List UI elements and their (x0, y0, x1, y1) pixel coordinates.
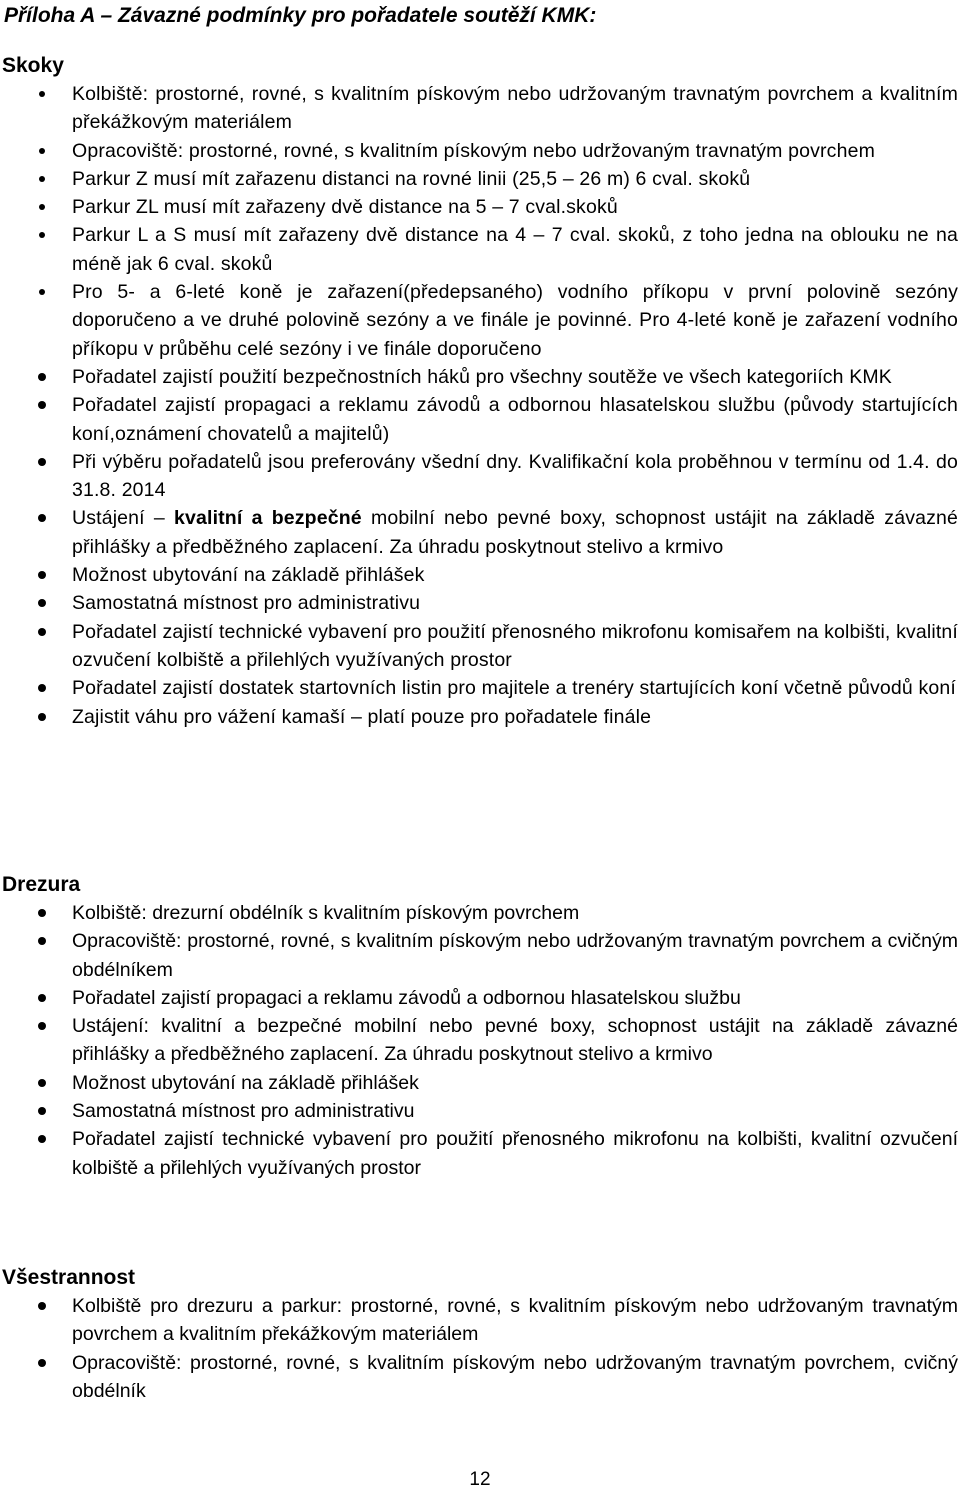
list-item: Pořadatel zajistí dostatek startovních listin pro majitele a trenéry startujících koní včetně původů koní (0, 674, 960, 702)
list-item: Ustájení: kvalitní a bezpečné mobilní nebo pevné boxy, schopnost ustájit na základě závazné přihlášky a předběžného zaplacení. Za úhradu poskytnout stelivo a krmivo (0, 1012, 960, 1069)
list-item: Pořadatel zajistí propagaci a reklamu závodů a odbornou hlasatelskou službu (0, 984, 960, 1012)
drezura-list (0, 899, 960, 1182)
list-item: Opracoviště: prostorné, rovné, s kvalitním pískovým nebo udržovaným travnatým povrchem a cvičným obdélníkem (0, 927, 960, 984)
document-title: Příloha A – Závazné podmínky pro pořadatele soutěží KMK: (4, 4, 597, 27)
ustajeni-bold: kvalitní a bezpečné (174, 507, 362, 530)
list-item: Opracoviště: prostorné, rovné, s kvalitním pískovým nebo udržovaným travnatým povrchem, cvičný obdélník (0, 1349, 960, 1406)
list-item: Možnost ubytování na základě přihlášek (0, 561, 960, 589)
list-item: Samostatná místnost pro administrativu (0, 589, 960, 617)
list-item: Pořadatel zajistí technické vybavení pro použití přenosného mikrofonu komisařem na kolbišti, kvalitní ozvučení kolbiště a přilehlých využívaných prostor (0, 618, 960, 675)
list-item: Kolbiště: prostorné, rovné, s kvalitním pískovým nebo udržovaným travnatým povrchem a kvalitním překážkovým materiálem (0, 80, 960, 137)
skoky-list (0, 80, 960, 731)
list-item: Při výběru pořadatelů jsou preferovány všední dny. Kvalifikační kola proběhnou v termínu od 1.4. do 31.8. 2014 (0, 448, 960, 505)
ustajeni-suffix: mobilní nebo pevné boxy, schopnost ustájit na základě závazné přihlášky a předběžného zaplacení. Za úhradu poskytnout stelivo a krmivo (72, 507, 958, 558)
list-item: Zajistit váhu pro vážení kamaší – platí pouze pro pořadatele finále (0, 703, 960, 731)
section-heading-skoky: Skoky (2, 54, 64, 77)
list-item: Pořadatel zajistí technické vybavení pro použití přenosného mikrofonu na kolbišti, kvalitní ozvučení kolbiště a přilehlých využívaných prostor (0, 1125, 960, 1182)
list-item: Opracoviště: prostorné, rovné, s kvalitním pískovým nebo udržovaným travnatým povrchem (0, 137, 960, 165)
list-item: Parkur L a S musí mít zařazeny dvě distance na 4 – 7 cval. skoků, z toho jedna na oblouku ne na méně jak 6 cval. skoků (0, 221, 960, 278)
list-item: Pořadatel zajistí použití bezpečnostních háků pro všechny soutěže ve všech kategoriích KMK (0, 363, 960, 391)
list-item: Parkur ZL musí mít zařazeny dvě distance na 5 – 7 cval.skoků (0, 193, 960, 221)
list-item: Pořadatel zajistí propagaci a reklamu závodů a odbornou hlasatelskou službu (původy startujících koní,oznámení chovatelů a majitelů) (0, 391, 960, 448)
list-item (0, 504, 960, 561)
list-item: Pro 5- a 6-leté koně je zařazení(předepsaného) vodního příkopu v první polovině sezóny doporučeno a ve druhé polovině sezóny a ve finále je povinné. Pro 4-leté koně je zařazení vodního příkopu v průběhu celé sezóny i ve finále doporučeno (0, 278, 960, 363)
list-item: Parkur Z musí mít zařazenu distanci na rovné linii (25,5 – 26 m) 6 cval. skoků (0, 165, 960, 193)
list-item: Kolbiště: drezurní obdélník s kvalitním pískovým povrchem (0, 899, 960, 927)
section-drezura (0, 871, 960, 1182)
section-heading-vsestrannost: Všestrannost (2, 1266, 136, 1289)
section-skoky (0, 52, 960, 731)
section-vsestrannost (0, 1264, 960, 1405)
ustajeni-prefix: Ustájení – (72, 507, 175, 530)
list-item: Možnost ubytování na základě přihlášek (0, 1069, 960, 1097)
vsestrannost-list (0, 1292, 960, 1405)
section-heading-drezura: Drezura (2, 873, 81, 896)
list-item: Samostatná místnost pro administrativu (0, 1097, 960, 1125)
list-item: Kolbiště pro drezuru a parkur: prostorné, rovné, s kvalitním pískovým nebo udržovaným travnatým povrchem a kvalitním překážkovým materiálem (0, 1292, 960, 1349)
page-number: 12 (469, 1469, 491, 1490)
